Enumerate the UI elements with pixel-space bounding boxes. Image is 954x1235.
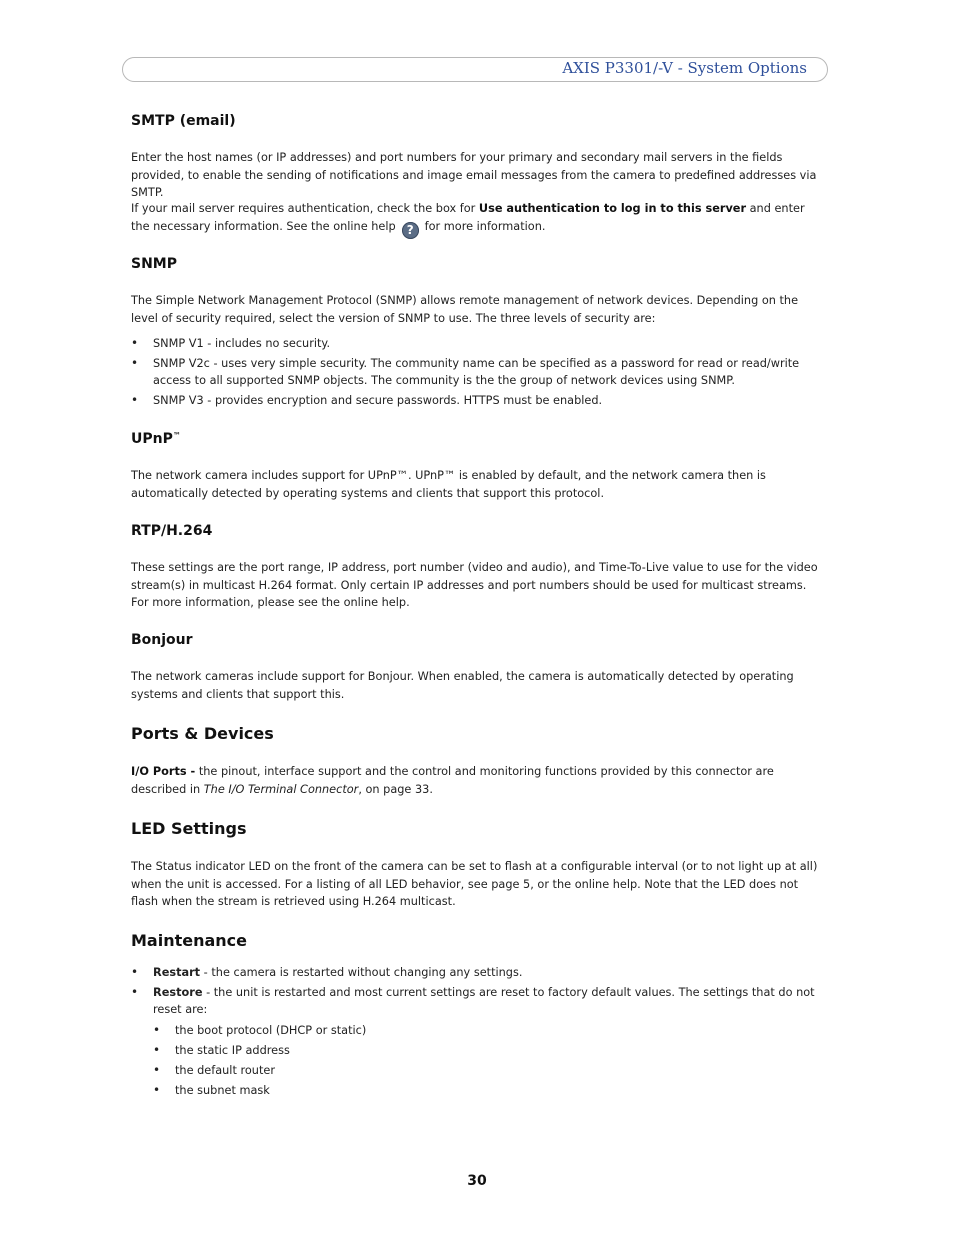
smtp-p2-mid: and enter the necessary information. See the online help bbox=[131, 202, 805, 233]
smtp-p2-post: for more information. bbox=[424, 219, 546, 233]
restore-description: - the unit is restarted and most current settings are reset to factory default values. The settings that do not reset are: bbox=[153, 986, 815, 1016]
bullet-dot: • bbox=[153, 1043, 161, 1057]
snmp-bullet-text: SNMP V1 - includes no security. bbox=[153, 337, 331, 350]
trademark-symbol: ™ bbox=[172, 431, 181, 440]
smtp-p2-pre: If your mail server requires authentication, check the box for bbox=[131, 202, 479, 215]
bonjour-heading: Bonjour bbox=[131, 632, 193, 648]
ports-paragraph bbox=[131, 763, 821, 798]
restart-label: Restart bbox=[153, 966, 201, 979]
led-paragraph: The Status indicator LED on the front of the camera can be set to flash at a configurable interval (or to not light up at all) when the unit is accessed. For a listing of all LED behavior, see page 5, or the online help. Note that the LED does not flash when the stream is retrieved using H.264 multicast. bbox=[131, 860, 818, 908]
bullet-dot: • bbox=[131, 985, 139, 999]
restore-label: Restore bbox=[153, 986, 203, 999]
snmp-bullet bbox=[131, 392, 821, 409]
smtp-paragraph-1: Enter the host names (or IP addresses) and port numbers for your primary and secondary mail servers in the fields provided, to enable the sending of notifications and image email messages from the camera to predefined addresses via SMTP. bbox=[131, 151, 817, 199]
led-settings-heading: LED Settings bbox=[131, 819, 247, 838]
bullet-dot: • bbox=[131, 336, 139, 350]
io-terminal-reference: The I/O Terminal Connector bbox=[203, 782, 359, 796]
bonjour-paragraph: The network cameras include support for Bonjour. When enabled, the camera is automatically detected by operating systems and clients that support this. bbox=[131, 670, 794, 701]
header-bar bbox=[122, 57, 828, 82]
bullet-dot: • bbox=[153, 1083, 161, 1097]
maintenance-bullet-restore bbox=[131, 984, 821, 1018]
upnp-heading-text: UPnP bbox=[131, 431, 173, 447]
smtp-auth-option-label: Use authentication to log in to this server bbox=[478, 202, 747, 215]
rtp-heading: RTP/H.264 bbox=[131, 523, 213, 539]
restore-sub-bullet-text: the static IP address bbox=[175, 1044, 290, 1057]
upnp-heading bbox=[131, 431, 181, 447]
maintenance-bullet-restart bbox=[131, 964, 821, 981]
restore-sub-bullet bbox=[153, 1082, 821, 1099]
bullet-dot: • bbox=[131, 356, 139, 370]
ports-devices-heading: Ports & Devices bbox=[131, 724, 274, 743]
snmp-bullet bbox=[131, 355, 821, 389]
bullet-dot: • bbox=[131, 393, 139, 407]
bullet-dot: • bbox=[131, 965, 139, 979]
restart-description: - the camera is restarted without changing any settings. bbox=[200, 966, 523, 979]
restore-sub-bullet-text: the subnet mask bbox=[175, 1084, 270, 1097]
snmp-heading: SNMP bbox=[131, 256, 177, 272]
page-number: 30 bbox=[467, 1173, 487, 1189]
help-icon: ? bbox=[402, 222, 419, 239]
upnp-paragraph: The network camera includes support for UPnP™. UPnP™ is enabled by default, and the network camera then is automatically detected by operating systems and clients that support this protocol. bbox=[131, 469, 766, 500]
snmp-bullet bbox=[131, 335, 821, 352]
restore-sub-bullet bbox=[153, 1042, 821, 1059]
bullet-dot: • bbox=[153, 1023, 161, 1037]
smtp-paragraph-2 bbox=[131, 200, 821, 239]
header-title: AXIS P3301/-V - System Options bbox=[562, 59, 807, 77]
snmp-bullet-text: SNMP V3 - provides encryption and secure passwords. HTTPS must be enabled. bbox=[153, 394, 603, 407]
snmp-paragraph: The Simple Network Management Protocol (SNMP) allows remote management of network devices. Depending on the level of security required, select the version of SNMP to use. The three levels of security are: bbox=[131, 294, 799, 325]
io-ports-label: I/O Ports - bbox=[131, 765, 196, 778]
restore-sub-bullet bbox=[153, 1062, 821, 1079]
snmp-bullet-text: SNMP V2c - uses very simple security. The community name can be specified as a password for read or read/write access to all supported SNMP objects. The community is the the group of network devices using SNMP. bbox=[153, 357, 800, 387]
restore-sub-bullet-text: the default router bbox=[175, 1064, 275, 1077]
bullet-dot: • bbox=[153, 1063, 161, 1077]
smtp-heading: SMTP (email) bbox=[131, 113, 236, 129]
ports-text: the pinout, interface support and the control and monitoring functions provided by this connector are described in bbox=[131, 765, 774, 796]
restore-sub-bullet bbox=[153, 1022, 821, 1039]
maintenance-heading: Maintenance bbox=[131, 931, 248, 950]
ports-page-reference: , on page 33. bbox=[358, 782, 433, 796]
restore-sub-bullet-text: the boot protocol (DHCP or static) bbox=[175, 1024, 367, 1037]
rtp-paragraph: These settings are the port range, IP address, port number (video and audio), and Time-To-Live value to use for the video stream(s) in multicast H.264 format. Only certain IP addresses and port numbers should be used for multicast streams. For more information, please see the online help. bbox=[131, 561, 818, 609]
